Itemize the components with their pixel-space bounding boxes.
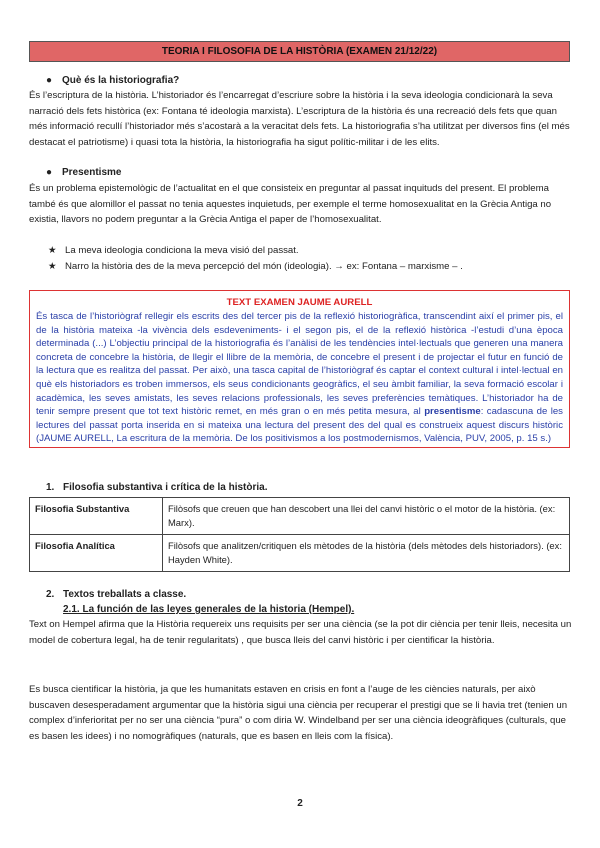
section-heading-textos: [46, 589, 186, 600]
star-item-text: La meva ideologia condiciona la meva visió del passat.: [65, 245, 299, 256]
presentisme-term: presentisme: [424, 406, 481, 418]
presentisme-paragraph: És un problema epistemològic de l’actualitat en el que consisteix en preguntar al passat inquituds del present. El problema també és que alomillor el passat no tenia aquestes inquietuds, per exemple el terme homosexualitat en la Grècia Antiga no existia, llavors no podem preguntar a la Grècia Antiga el paper de l’homosexualitat.: [29, 183, 552, 226]
subsection-heading-hempel: 2.1. La función de las leyes generales de la historia (Hempel).: [63, 604, 355, 615]
page-title: TEORIA I FILOSOFIA DE LA HISTÒRIA (EXAMEN 21/12/22): [29, 41, 570, 62]
bullet-icon: ●: [46, 167, 53, 178]
section-heading-presentisme: [46, 167, 121, 178]
star-icon: ★: [48, 245, 57, 256]
star-item-text: Narro la història des de la meva percepció del món (ideologia). → ex: Fontana – marxisme – .: [65, 261, 463, 272]
exam-box-text: És tasca de l’historiògraf rellegir els escrits des del tercer pis de la reflexió historiogràfica, transcendint així el primer pis, el de la història mateixa -la vivència dels esdeveniments- i el segon pis, el de la reflexió històrica -l’estudi d’una època determinada (...) L’objectiu principal de la historiografia és l’anàlisi de les tendències intel·lectuals que generen una manera concreta de concebre la història, de llegir el llibre de la memòria, de concebre el present i de projectar el futur en funció de la lectura que es realitza del passat. Per això, una tasca capital de l’historiògraf és captar el context cultural i intel·lectual en què els historiadors es troben immersos, els seus condicionants geogràfics, el seu àmbit familiar, la seva formació escolar i acadèmica, les seves amistats, les seves relacions professionals, les seves preferències temàtiques. L’historiador ha de tenir sempre present que tot text històric remet, en més gran o en més petita mesura, al presentisme: cadascuna de les lectures del passat porta inserida en si mateixa una lectura del present des del qual es construeix aquest discurs històric (JAUME AURELL, La escritura de la memòria. De los positivismos a los postmodernismos, València, PUV, 2005, p. 15 s.): [36, 311, 563, 445]
section-heading-filosofia: [46, 482, 268, 493]
heading-text: Què és la historiografia?: [62, 75, 180, 86]
heading-text: Filosofia substantiva i crítica de la història.: [63, 482, 268, 493]
section-number: 2.: [46, 589, 55, 600]
heading-text: Presentisme: [62, 167, 122, 178]
table-row: [30, 535, 570, 572]
bullet-icon: ●: [46, 75, 53, 86]
hempel-paragraph: Text on Hempel afirma que la Història requereix uns requisits per ser una ciència (se la pot dir ciència per tenir lleis, necesita un model de cobertura legal, ha de tenir regularitats) , que busca lleis del canvi històric i per cientificar la història.: [29, 619, 572, 646]
star-icon: ★: [48, 261, 57, 272]
star-list-item: [48, 261, 463, 272]
heading-text: Textos treballats a classe.: [63, 589, 187, 600]
table-cell-head: Filosofia Analítica: [30, 535, 163, 572]
cientificar-paragraph: Es busca cientificar la història, ja que les humanitats estaven en crisis en font a l’auge de les ciències naturals, per això buscaven desesperadament argumentar que la història sigui una ciència per recuperar el prestigi que se li havia tret (tenien un complex d’inferioritat per no ser una ciència “pura” o com diria W. Windelband per ser una ciència ideogràfiques (culturals, que es basen les idees) i no nomogràfiques (naturals, que es basen en lleis com la física).: [29, 684, 568, 742]
historiografia-paragraph: És l’escriptura de la història. L’historiador és l’encarregat d’escriure sobre la història i la seva ideologia condicionarà la seva narració dels fets històrica (ex: Fontana té ideologia marxista). L’escriptura de la història és una recreació dels fets que quan més informació recullí l’historiador més s’acostarà a la veracitat dels fets. La historiografia s’ha utilitzat per diversos fins (el més destacat el patriotisme) i quasi tota la història, la historiografia ha sigut polític-militar i de les elits.: [29, 90, 570, 148]
table-cell-head: Filosofia Substantiva: [30, 498, 163, 535]
philosophy-table: [29, 497, 570, 572]
section-heading-historiografia: [46, 75, 179, 86]
table-cell-desc: Filòsofs que analitzen/critiquen els mètodes de la història (dels mètodes dels historiadors). (ex: Hayden White).: [163, 535, 570, 572]
star-list-item: [48, 245, 299, 256]
table-cell-desc: Filòsofs que creuen que han descobert una llei del canvi històric o el motor de la història. (ex: Marx).: [163, 498, 570, 535]
exam-box-title: TEXT EXAMEN JAUME AURELL: [226, 297, 373, 308]
page-number: 2: [297, 798, 303, 809]
exam-text-box: [29, 290, 570, 448]
table-row: [30, 498, 570, 535]
section-number: 1.: [46, 482, 55, 493]
